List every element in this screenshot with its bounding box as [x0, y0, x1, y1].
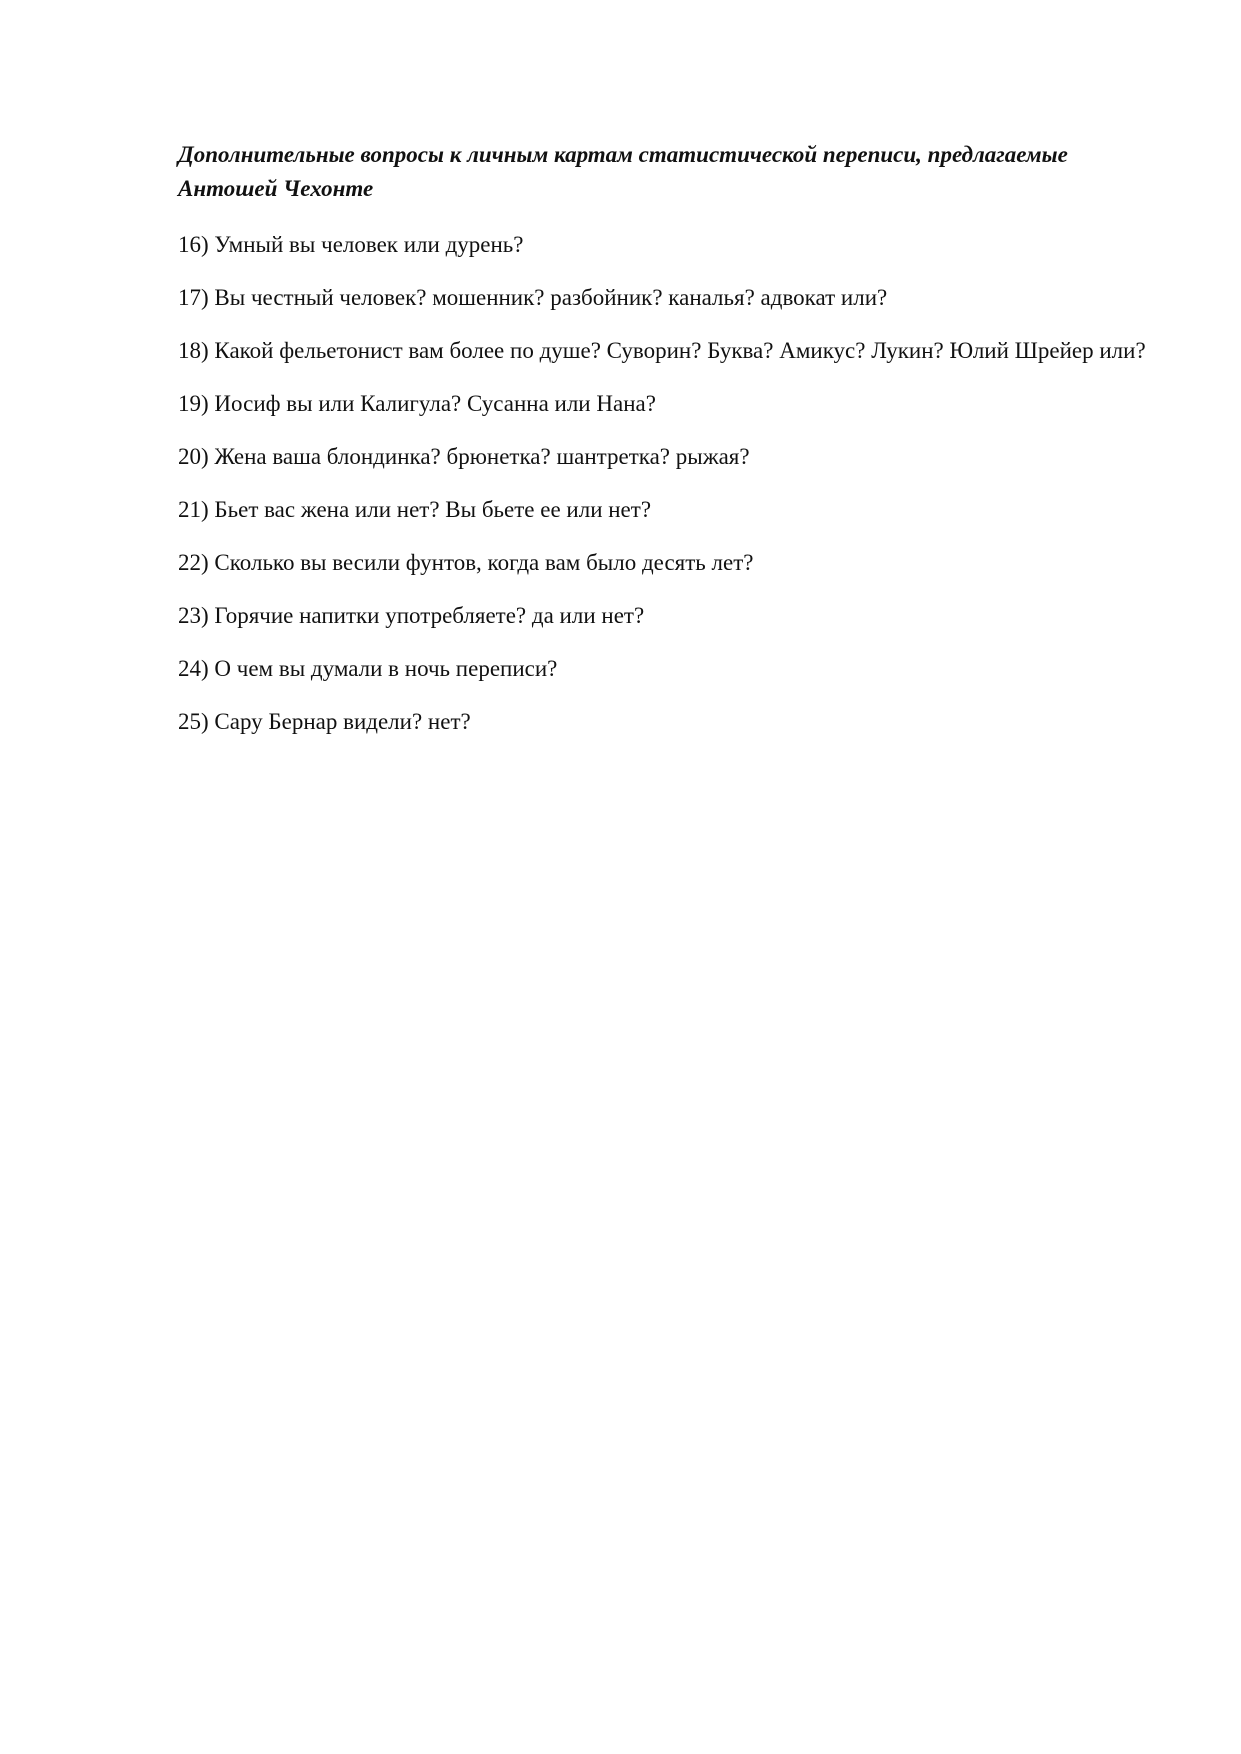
question-item [178, 654, 1158, 683]
question-number: 20) [178, 444, 209, 469]
question-text: Жена ваша блондинка? брюнетка? шантретка? рыжая? [214, 444, 750, 469]
question-item [178, 601, 1158, 630]
question-item [178, 336, 1158, 365]
question-number: 18) [178, 338, 209, 363]
question-item [178, 442, 1158, 471]
question-number: 16) [178, 232, 209, 257]
question-item [178, 389, 1158, 418]
question-item [178, 707, 1158, 736]
question-text: О чем вы думали в ночь переписи? [214, 656, 558, 681]
question-text: Иосиф вы или Калигула? Сусанна или Нана? [214, 391, 656, 416]
document-title: Дополнительные вопросы к личным картам статистической переписи, предлагаемые Антошей Чехонте [178, 142, 1068, 201]
question-text: Горячие напитки употребляете? да или нет? [214, 603, 645, 628]
question-item [178, 230, 1158, 259]
question-list [178, 230, 1158, 736]
document-body [178, 138, 1158, 760]
question-text: Вы честный человек? мошенник? разбойник? каналья? адвокат или? [214, 285, 888, 310]
question-number: 23) [178, 603, 209, 628]
question-item [178, 548, 1158, 577]
question-item [178, 283, 1158, 312]
question-text: Какой фельетонист вам более по душе? Суворин? Буква? Амикус? Лукин? Юлий Шрейер или? [214, 338, 1146, 363]
question-number: 17) [178, 285, 209, 310]
question-item [178, 495, 1158, 524]
question-number: 24) [178, 656, 209, 681]
question-text: Бьет вас жена или нет? Вы бьете ее или нет? [214, 497, 652, 522]
question-number: 21) [178, 497, 209, 522]
question-number: 25) [178, 709, 209, 734]
question-number: 19) [178, 391, 209, 416]
question-text: Сару Бернар видели? нет? [214, 709, 471, 734]
question-text: Сколько вы весили фунтов, когда вам было десять лет? [214, 550, 754, 575]
question-number: 22) [178, 550, 209, 575]
question-text: Умный вы человек или дурень? [214, 232, 524, 257]
